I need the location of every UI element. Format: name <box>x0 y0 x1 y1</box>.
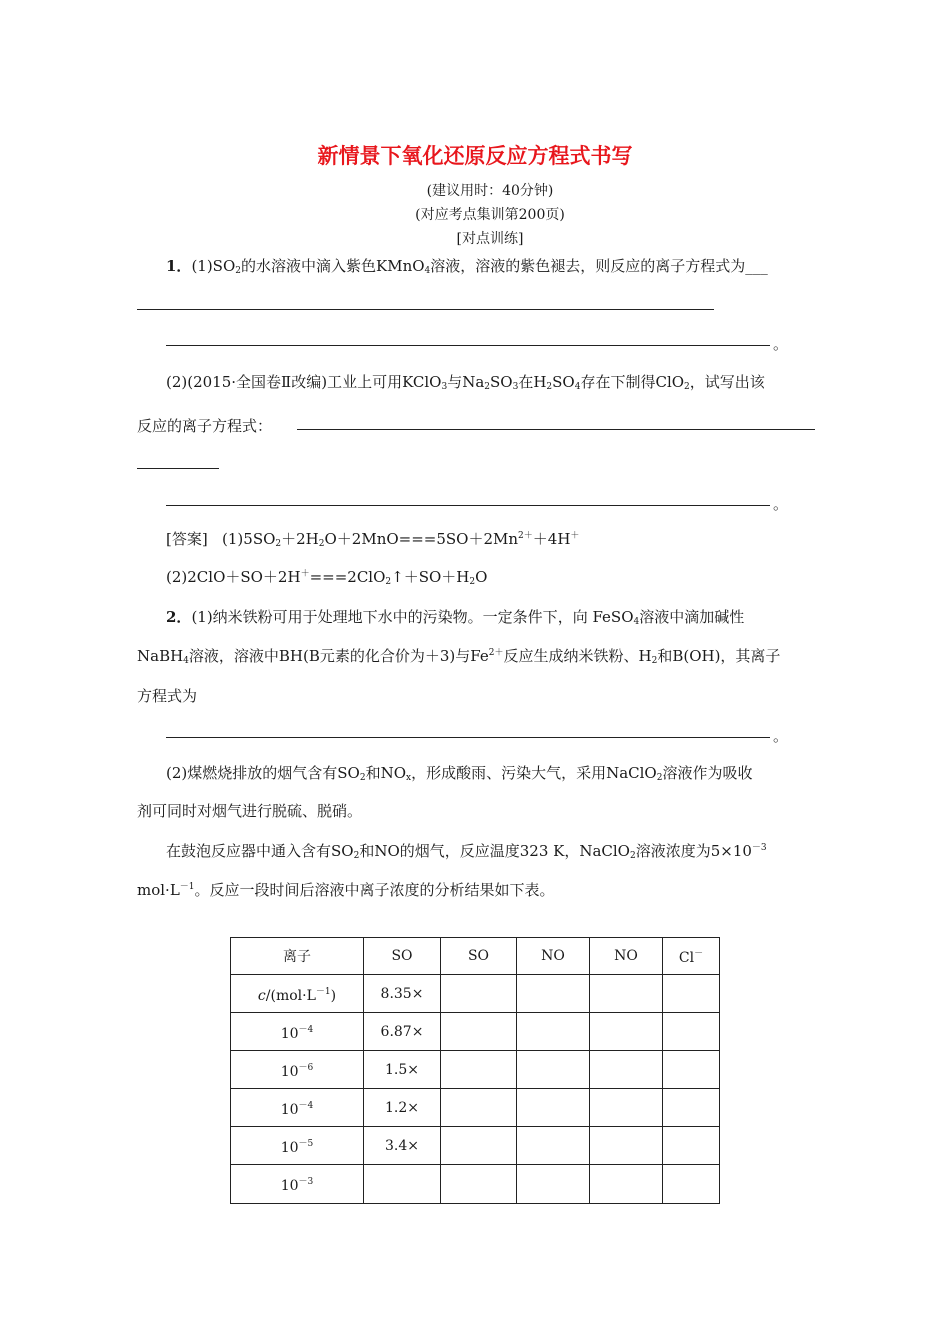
table-cell <box>441 975 517 1013</box>
header-cell: Cl－ <box>663 938 720 975</box>
table-cell: $c/(mol\cdot L^{-1})$ <box>231 975 364 1013</box>
table-cell <box>663 1089 720 1127</box>
period: 。 <box>773 727 789 745</box>
page-title: 新情景下氧化还原反应方程式书写 <box>317 144 633 168</box>
table-row <box>231 1013 720 1051</box>
q1-part2-line2: 反应的离子方程式： <box>137 417 273 435</box>
table-cell <box>517 1013 590 1051</box>
table-row <box>231 975 720 1013</box>
period: 。 <box>773 495 789 513</box>
table-cell <box>663 975 720 1013</box>
answer-line2: $(2)2ClO+SO+2H^+===2ClO_2↑+SO+H_2O$ <box>166 568 488 587</box>
table-cell <box>663 1127 720 1165</box>
page-reference: (对应考点集训第200页) <box>415 207 565 223</box>
table-cell <box>441 1089 517 1127</box>
header-cell: NO <box>590 938 663 975</box>
table-row <box>231 1051 720 1089</box>
header-cell: 离子 <box>231 938 364 975</box>
table-cell <box>364 1165 441 1204</box>
table-cell <box>517 1127 590 1165</box>
table-cell: 1.5× <box>364 1051 441 1089</box>
q2-part1: 2．(1)纳米铁粉可用于处理地下水中的污染物。一定条件下，向 FeSO$_4$溶液中滴加碱性 <box>166 608 745 627</box>
table-cell: 8.35× <box>364 975 441 1013</box>
table-cell: 3.4× <box>364 1127 441 1165</box>
table-cell <box>590 1089 663 1127</box>
table-cell: 6.87× <box>364 1013 441 1051</box>
q2-part2-line2: 剂可同时对烟气进行脱硫、脱硝。 <box>137 802 363 820</box>
table-cell <box>663 1165 720 1204</box>
table-cell: $10^{-5}$ <box>231 1127 364 1165</box>
table-cell <box>441 1051 517 1089</box>
q2-part3: 在鼓泡反应器中通入含有$SO_2$和NO的烟气，反应温度323 K，NaClO$_2$溶液浓度为$5\times 10^{-3}$ <box>166 842 767 861</box>
answer-blank[interactable] <box>297 429 815 430</box>
table-cell: $10^{-6}$ <box>231 1051 364 1089</box>
period: 。 <box>773 335 789 353</box>
table-cell: 1.2× <box>364 1089 441 1127</box>
q2-part1-line2: NaBH$_4$溶液，溶液中BH(B元素的化合价为＋3)与$Fe^{2+}$反应生成纳米铁粉、$H_2$和B(OH)，其离子 <box>137 647 781 666</box>
q1-part1: 1．$(1)SO_2$的水溶液中滴入紫色KMnO$_4$溶液，溶液的紫色褪去，则反应的离子方程式为___ <box>166 257 768 276</box>
table-row <box>231 1089 720 1127</box>
table-cell <box>590 975 663 1013</box>
table-cell <box>590 1165 663 1204</box>
header-cell: NO <box>517 938 590 975</box>
section-label: [对点训练] <box>456 231 524 247</box>
table-cell <box>663 1051 720 1089</box>
table-cell: $10^{-4}$ <box>231 1013 364 1051</box>
table-cell <box>590 1013 663 1051</box>
suggested-time: (建议用时：40分钟) <box>426 183 554 199</box>
header-cell: SO <box>441 938 517 975</box>
table-cell <box>517 1051 590 1089</box>
answer-blank[interactable] <box>166 345 770 346</box>
ion-concentration-table <box>230 937 720 1204</box>
table-cell <box>590 1127 663 1165</box>
answer-line1: [答案] $(1)5SO_2+2H_2O+2MnO===5SO+2Mn^{2+}+4H^+$ <box>166 530 580 549</box>
answer-blank[interactable] <box>166 737 770 738</box>
table-row <box>231 1165 720 1204</box>
table-header-row <box>231 938 720 975</box>
table-cell <box>441 1013 517 1051</box>
table-cell <box>517 975 590 1013</box>
table-cell <box>517 1165 590 1204</box>
table-cell: $10^{-4}$ <box>231 1089 364 1127</box>
answer-blank[interactable] <box>137 468 219 469</box>
table-cell <box>517 1089 590 1127</box>
table-cell <box>441 1165 517 1204</box>
table-cell <box>441 1127 517 1165</box>
q1-part2: (2)(2015·全国卷Ⅱ改编)工业上可用KClO$_3$与$Na_2SO_3$在$H_2SO_4$存在下制得ClO$_2$，试写出该 <box>166 373 765 392</box>
answer-blank[interactable] <box>137 309 714 310</box>
q2-part2: (2)煤燃烧排放的烟气含有$SO_2$和$NO_x$，形成酸雨、污染大气，采用NaClO$_2$溶液作为吸收 <box>166 764 753 783</box>
header-cell: SO <box>364 938 441 975</box>
q2-part1-line3: 方程式为 <box>137 687 198 705</box>
q2-part3-line2: $mol\cdot L^{-1}$。反应一段时间后溶液中离子浓度的分析结果如下表。 <box>137 881 555 899</box>
table-row <box>231 1127 720 1165</box>
table-cell <box>663 1013 720 1051</box>
table-cell <box>590 1051 663 1089</box>
table-cell: $10^{-3}$ <box>231 1165 364 1204</box>
answer-blank[interactable] <box>166 505 770 506</box>
